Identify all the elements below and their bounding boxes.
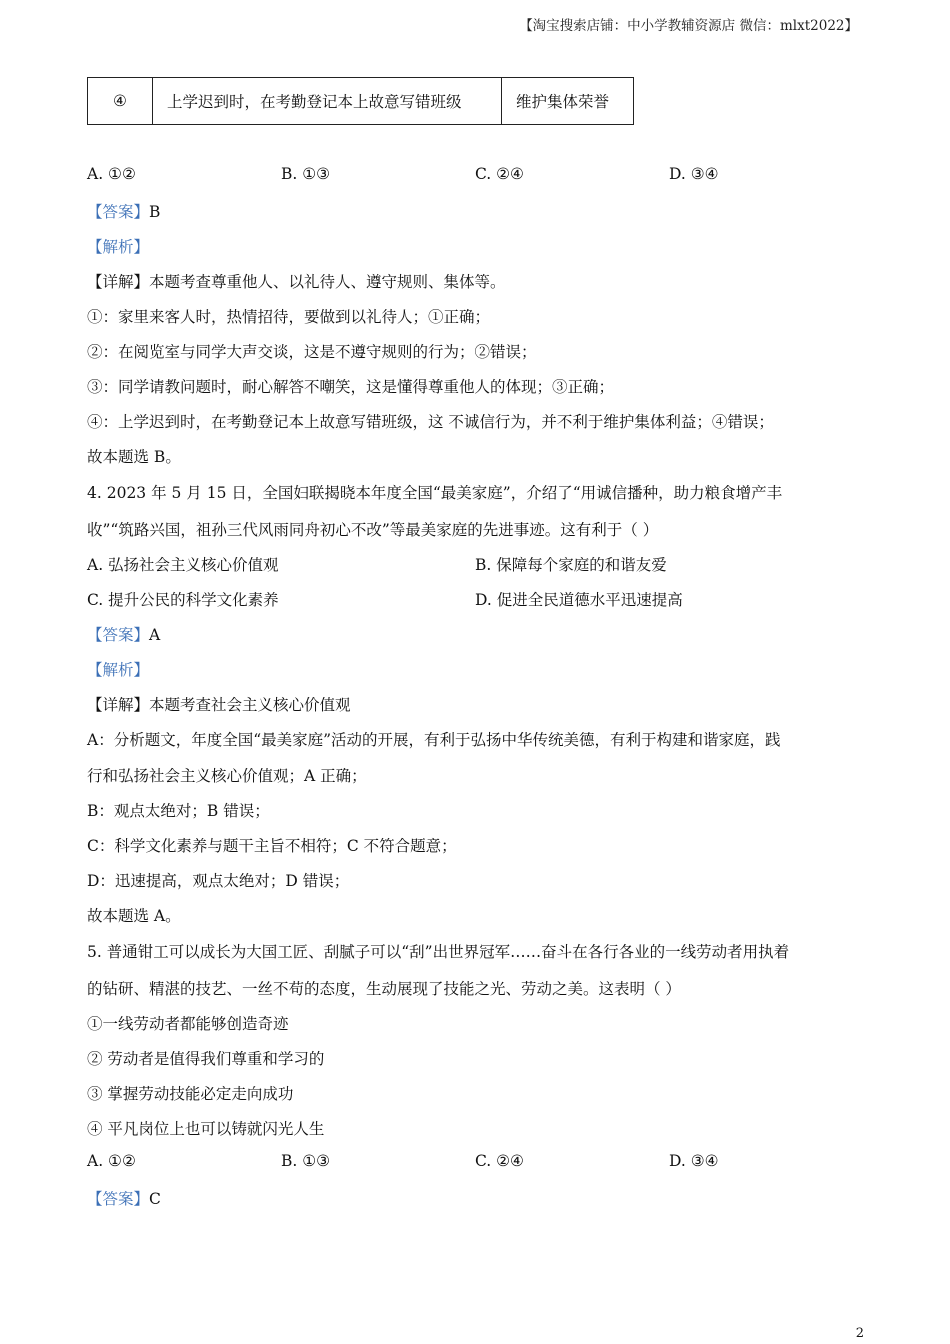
table-cell: ④ xyxy=(88,78,153,125)
question-stem: 收”“筑路兴国，祖孙三代风雨同舟初心不改”等最美家庭的先进事迹。这有利于（ ） xyxy=(87,521,659,539)
answer-tag: 【答案】 xyxy=(87,626,150,644)
option-a: A. ①② xyxy=(87,1152,136,1170)
option-c: C. ②④ xyxy=(475,1152,524,1170)
answer-tag: 【答案】 xyxy=(87,203,150,221)
page-number: 2 xyxy=(855,1326,864,1341)
option-a: A. ①② xyxy=(87,165,136,183)
explanation-line: 【详解】本题考查尊重他人、以礼待人、遵守规则、集体等。 xyxy=(87,273,506,291)
statement-item: ④ 平凡岗位上也可以铸就闪光人生 xyxy=(87,1120,325,1138)
table-cell: 上学迟到时，在考勤登记本上故意写错班级 xyxy=(153,78,502,125)
question-stem: 5. 普通钳工可以成长为大国工匠、刮腻子可以“刮”出世界冠军……奋斗在各行各业的一线劳动者用执着 xyxy=(87,943,790,961)
explanation-line: 故本题选 A。 xyxy=(87,907,181,925)
explanation-line: 【详解】本题考查社会主义核心价值观 xyxy=(87,696,351,714)
content-table xyxy=(87,77,634,125)
explanation-line: C：科学文化素养与题干主旨不相符；C 不符合题意； xyxy=(87,837,457,855)
page-header: 【淘宝搜索店铺：中小学教辅资源店 微信：mlxt2022】 xyxy=(519,18,858,34)
answer-value: C xyxy=(149,1190,161,1208)
analysis-tag: 【解析】 xyxy=(87,661,150,679)
question-stem: 4. 2023 年 5 月 15 日，全国妇联揭晓本年度全国“最美家庭”，介绍了“用诚信播种，助力粮食增产丰 xyxy=(87,484,783,502)
explanation-line: 故本题选 B。 xyxy=(87,448,181,466)
option-b: B. ①③ xyxy=(281,1152,331,1170)
question-stem: 的钻研、精湛的技艺、一丝不苟的态度，生动展现了技能之光、劳动之美。这表明（ ） xyxy=(87,980,681,998)
statement-item: ③ 掌握劳动技能必定走向成功 xyxy=(87,1085,294,1103)
answer-value: A xyxy=(149,626,161,644)
option-d: D. 促进全民道德水平迅速提高 xyxy=(475,591,683,609)
option-b: B. ①③ xyxy=(281,165,331,183)
answer-tag: 【答案】 xyxy=(87,1190,150,1208)
answer-value: B xyxy=(149,203,161,221)
explanation-line: A：分析题文，年度全国“最美家庭”活动的开展，有利于弘扬中华传统美德，有利于构建和谐家庭，践 xyxy=(87,731,781,749)
option-c: C. ②④ xyxy=(475,165,524,183)
explanation-line: D：迅速提高，观点太绝对；D 错误； xyxy=(87,872,350,890)
option-c: C. 提升公民的科学文化素养 xyxy=(87,591,279,609)
option-a: A. 弘扬社会主义核心价值观 xyxy=(87,556,279,574)
table-row xyxy=(88,78,634,125)
analysis-tag: 【解析】 xyxy=(87,238,150,256)
explanation-line: B：观点太绝对；B 错误； xyxy=(87,802,270,820)
explanation-line: ③：同学请教问题时，耐心解答不嘲笑，这是懂得尊重他人的体现；③正确； xyxy=(87,378,615,396)
answer-line xyxy=(87,623,160,645)
option-b: B. 保障每个家庭的和谐友爱 xyxy=(475,556,667,574)
option-d: D. ③④ xyxy=(669,165,719,183)
explanation-line: 行和弘扬社会主义核心价值观；A 正确； xyxy=(87,767,367,785)
answer-line xyxy=(87,200,160,222)
explanation-line: ①：家里来客人时，热情招待，要做到以礼待人；①正确； xyxy=(87,308,491,326)
option-d: D. ③④ xyxy=(669,1152,719,1170)
answer-line xyxy=(87,1187,161,1209)
explanation-line: ④：上学迟到时，在考勤登记本上故意写错班级，这 不诚信行为，并不利于维护集体利益；④错误； xyxy=(87,413,774,431)
statement-item: ② 劳动者是值得我们尊重和学习的 xyxy=(87,1050,325,1068)
explanation-line: ②：在阅览室与同学大声交谈，这是不遵守规则的行为；②错误； xyxy=(87,343,537,361)
table-cell: 维护集体荣誉 xyxy=(502,78,634,125)
statement-item: ①一线劳动者都能够创造奇迹 xyxy=(87,1015,289,1033)
